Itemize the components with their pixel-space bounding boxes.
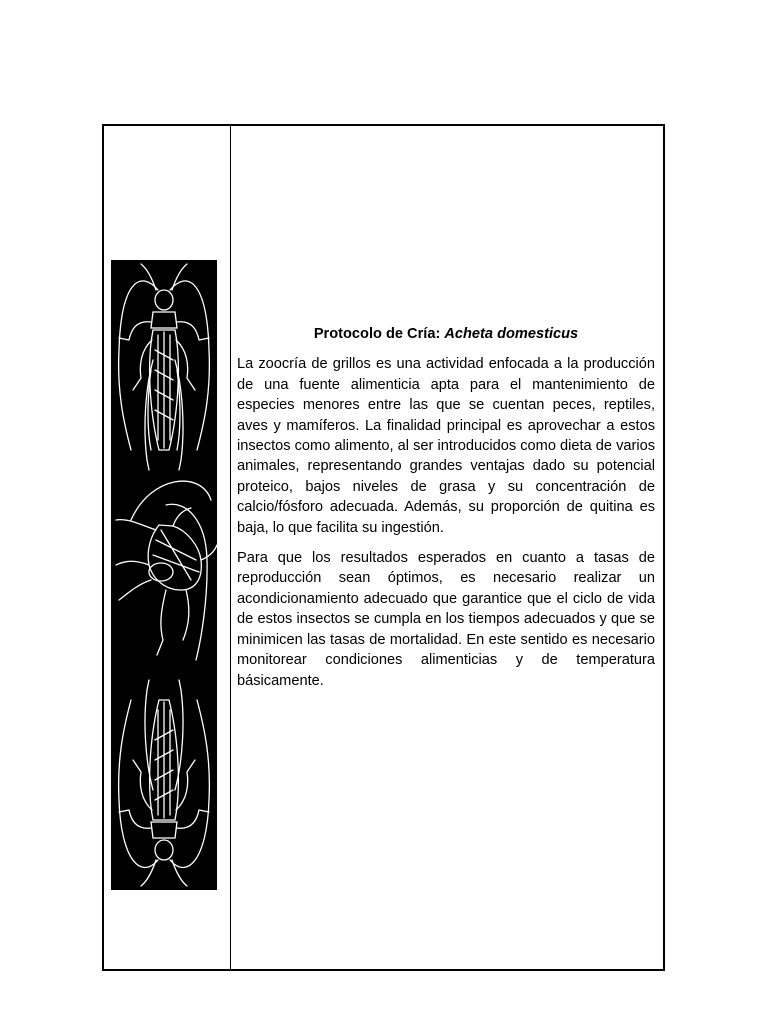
document-table xyxy=(102,124,665,971)
column-divider xyxy=(230,126,231,969)
cricket-top-icon xyxy=(119,264,210,470)
paragraph-intro: La zoocría de grillos es una actividad enfocada a la producción de una fuente alimenticia apta para el mantenimiento de especies menores entre las que se cuentan peces, reptiles, aves y mamíferos. La finalidad principal es aprovechar a estos insectos como alimento, al ser introducidos como dieta de varios animales, representando grandes ventajas dado su potencial proteico, bajos niveles de grasa y su concentración de calcio/fósforo adecuada. Además, su proporción de quitina es baja, lo que facilita su ingestión. xyxy=(237,356,655,536)
title-prefix: Protocolo de Cría: xyxy=(313,326,445,342)
document-title xyxy=(237,324,655,344)
cricket-illustration xyxy=(111,260,217,890)
cricket-middle-icon xyxy=(116,481,217,660)
paragraph-conditions: Para que los resultados esperados en cuanto a tasas de reproducción sean óptimos, es necesario realizar un acondicionamiento adecuado que garantice que el ciclo de vida de estos insectos se cumpla en los tiempos adecuados y que se minimicen las tasas de mortalidad. En este sentido es necesario monitorear condiciones alimenticias y de temperatura básicamente. xyxy=(237,550,655,689)
document-body xyxy=(237,324,655,701)
title-species: Acheta domesticus xyxy=(444,326,579,342)
cricket-bottom-icon xyxy=(119,680,210,886)
